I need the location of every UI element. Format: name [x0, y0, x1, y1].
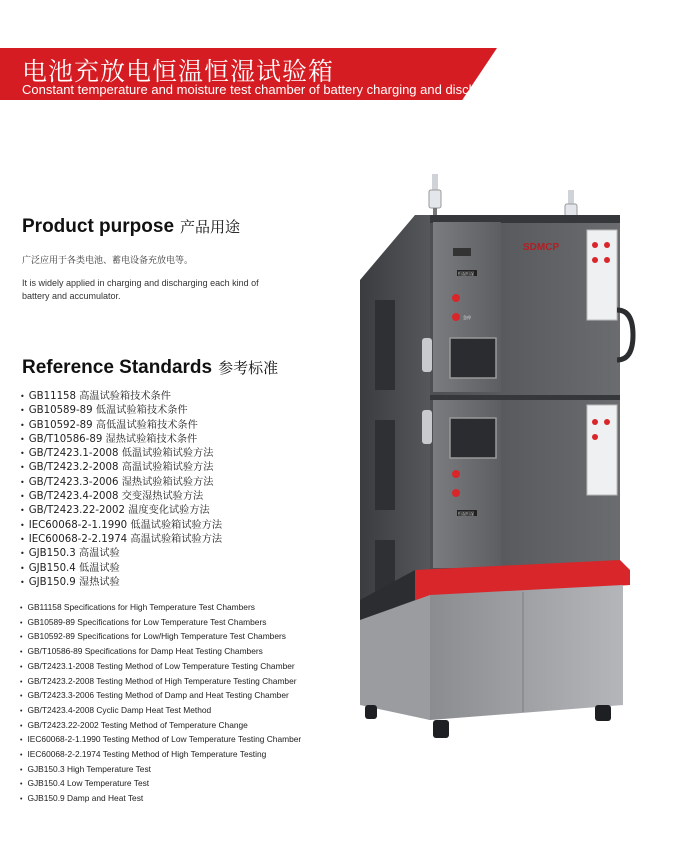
standard-item-en: • GB/T2423.4-2008 Cyclic Damp Heat Test Method — [20, 704, 301, 719]
upper-panel-label: 恒温恒湿 — [458, 271, 474, 276]
page-subtitle: Constant temperature and moisture test chamber of battery charging and discharging — [22, 82, 512, 97]
emergency-stop-button-lower-2[interactable] — [452, 489, 460, 497]
standard-item-cn: • GJB150.3 高温试验 — [20, 547, 222, 561]
purpose-heading-cn: 产品用途 — [180, 218, 241, 236]
standards-heading-cn: 参考标准 — [218, 359, 279, 377]
upper-button-label: 急停 — [463, 315, 471, 320]
standard-item-cn: • GB/T2423.3-2006 湿热试验箱试验方法 — [20, 476, 222, 490]
standards-list-cn — [20, 390, 222, 590]
standard-item-cn: • GB/T2423.1-2008 低温试验箱试验方法 — [20, 447, 222, 461]
standards-list-en — [20, 601, 301, 807]
purpose-heading — [22, 216, 240, 238]
warning-label-upper — [587, 230, 617, 320]
emergency-stop-button-upper-2[interactable] — [452, 313, 460, 321]
standard-item-cn: • IEC60068-2-1.1990 低温试验箱试验方法 — [20, 519, 222, 533]
test-chamber-illustration — [355, 160, 700, 760]
standard-item-en: • GB/T2423.2-2008 Testing Method of High Temperature Testing Chamber — [20, 675, 301, 690]
standard-item-cn: • GB/T2423.2-2008 高温试验箱试验方法 — [20, 461, 222, 475]
standards-heading — [22, 357, 278, 379]
standard-item-en: • GB/T2423.1-2008 Testing Method of Low Temperature Testing Chamber — [20, 660, 301, 675]
upper-touchscreen[interactable] — [450, 338, 496, 378]
lower-door-handle[interactable] — [422, 410, 432, 444]
standard-item-en: • GB10589-89 Specifications for Low Temperature Test Chambers — [20, 616, 301, 631]
standard-item-cn: • GB/T2423.22-2002 温度变化试验方法 — [20, 504, 222, 518]
standard-item-cn: • IEC60068-2-2.1974 高温试验箱试验方法 — [20, 533, 222, 547]
standard-item-cn: • GJB150.9 湿热试验 — [20, 576, 222, 590]
lower-panel-label: 恒温恒湿 — [458, 511, 474, 516]
standard-item-en: • IEC60068-2-1.1990 Testing Method of Low Temperature Testing Chamber — [20, 733, 301, 748]
upper-indicator — [453, 248, 471, 256]
standard-item-cn: • GB/T10586-89 湿热试验箱技术条件 — [20, 433, 222, 447]
upper-door-handle[interactable] — [422, 338, 432, 372]
purpose-heading-en: Product purpose — [22, 216, 175, 237]
purpose-text-en: It is widely applied in charging and discharging each kind of battery and accumulator. — [22, 278, 259, 301]
standard-item-cn: • GJB150.4 低温试验 — [20, 562, 222, 576]
standard-item-en: • GB10592-89 Specifications for Low/High Temperature Test Chambers — [20, 630, 301, 645]
standard-item-cn: • GB10589-89 低温试验箱技术条件 — [20, 404, 222, 418]
standard-item-en: • GB/T2423.3-2006 Testing Method of Damp and Heat Testing Chamber — [20, 689, 301, 704]
emergency-stop-button-upper[interactable] — [452, 294, 460, 302]
standard-item-en: • GB11158 Specifications for High Temperature Test Chambers — [20, 601, 301, 616]
base-cabinet — [430, 585, 623, 720]
emergency-stop-button-lower[interactable] — [452, 470, 460, 478]
lower-touchscreen[interactable] — [450, 418, 496, 458]
standard-item-cn: • GB/T2423.4-2008 交变湿热试验方法 — [20, 490, 222, 504]
standard-item-en: • GB/T2423.22-2002 Testing Method of Temperature Change — [20, 719, 301, 734]
standard-item-en: • GJB150.4 Low Temperature Test — [20, 777, 301, 792]
standard-item-en: • GB/T10586-89 Specifications for Damp Heat Testing Chambers — [20, 645, 301, 660]
standard-item-cn: • GB10592-89 高低温试验箱技术条件 — [20, 419, 222, 433]
standard-item-en: • IEC60068-2-2.1974 Testing Method of High Temperature Testing — [20, 748, 301, 763]
purpose-text-cn: 广泛应用于各类电池、蓄电设备充放电等。 — [22, 256, 194, 266]
standard-item-en: • GJB150.9 Damp and Heat Test — [20, 792, 301, 807]
standards-heading-en: Reference Standards — [22, 357, 213, 378]
warning-label-lower — [587, 405, 617, 495]
page-title: 电池充放电恒温恒湿试验箱 — [22, 57, 335, 86]
standard-item-en: • GJB150.3 High Temperature Test — [20, 763, 301, 778]
status-beacon-left — [429, 174, 441, 216]
brand-logo: SDMCP — [523, 242, 560, 253]
standard-item-cn: • GB11158 高温试验箱技术条件 — [20, 390, 222, 404]
